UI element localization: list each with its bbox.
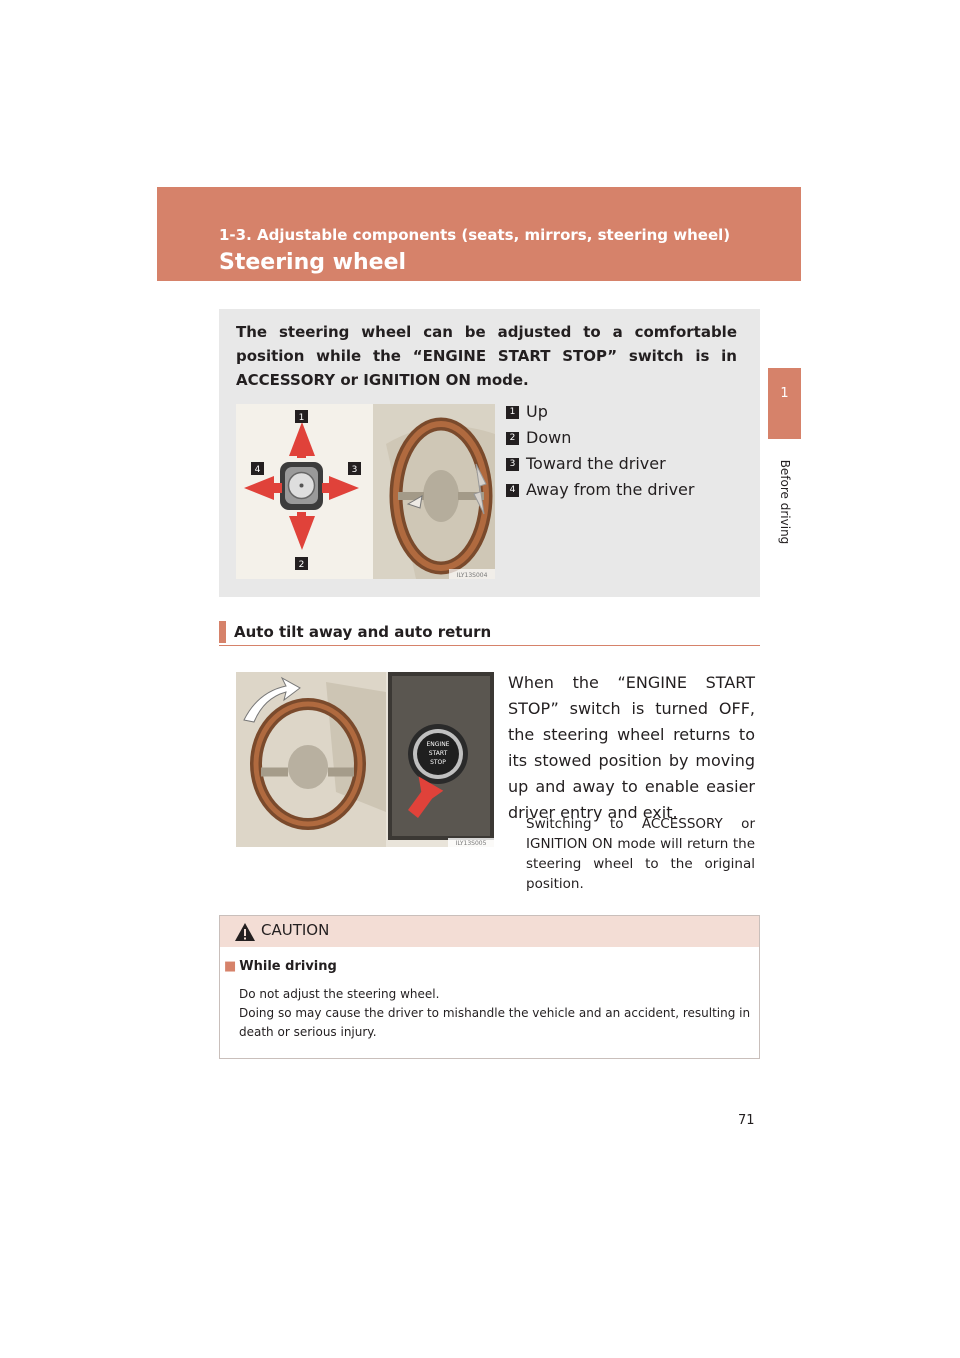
chapter-label-text: Before driving (778, 459, 792, 545)
caution-line: Do not adjust the steering wheel. (239, 987, 440, 1001)
steering-adjust-figure (236, 404, 495, 579)
button-line-start: START (428, 750, 448, 757)
caution-line: Doing so may cause the driver to mishandle the vehicle and an accident, resulting in death or serious injury. (239, 1006, 751, 1039)
legend-item-away (506, 480, 694, 506)
page-title: Steering wheel (219, 250, 407, 275)
intro-text: The steering wheel can be adjusted to a comfortable position while the “ENGINE START STOP” switch is in ACCESSORY or IGNITION ON mode. (236, 323, 737, 389)
button-line-stop: STOP (430, 759, 446, 766)
caution-subhead (224, 959, 337, 974)
legend-label: Up (526, 402, 548, 421)
legend-num: 2 (506, 432, 519, 445)
figure-code-1: ILY13S004 (456, 572, 488, 579)
page-number: 71 (738, 1113, 755, 1128)
legend-item-toward (506, 454, 666, 480)
legend-num: 3 (506, 458, 519, 471)
warning-triangle-icon (234, 922, 256, 942)
legend-num: 4 (506, 484, 519, 497)
chapter-tab (768, 368, 801, 439)
auto-tilt-note: Switching to ACCESSORY or IGNITION ON mode will return the steering wheel to the original position. (526, 816, 755, 892)
section-label: 1-3. Adjustable components (seats, mirrors, steering wheel) (219, 226, 731, 244)
legend-label: Away from the driver (526, 480, 695, 499)
legend-item-down (506, 428, 571, 454)
legend-num: 1 (506, 406, 519, 419)
auto-tilt-body: When the “ENGINE START STOP” switch is turned OFF, the steering wheel returns to its stowed position by moving up and away to enable easier driver entry and exit. (508, 673, 755, 822)
chapter-number: 1 (780, 386, 789, 401)
legend-label: Toward the driver (526, 454, 666, 473)
caution-title: CAUTION (261, 921, 330, 939)
auto-tilt-figure (236, 672, 494, 847)
legend-label: Down (526, 428, 572, 447)
callout-1: 1 (298, 413, 305, 423)
bullet-square-icon: ■ (224, 959, 237, 974)
chapter-label (769, 452, 801, 552)
callout-3: 3 (351, 465, 358, 475)
button-line-engine: ENGINE (426, 741, 450, 748)
callout-4: 4 (254, 465, 261, 475)
caution-subhead-text: While driving (239, 959, 337, 974)
subsection-heading: Auto tilt away and auto return (234, 623, 492, 641)
subsection-marker (219, 621, 226, 643)
legend-item-up (506, 402, 548, 428)
callout-2: 2 (298, 560, 305, 570)
figure-code-2: ILY13S005 (455, 840, 487, 847)
